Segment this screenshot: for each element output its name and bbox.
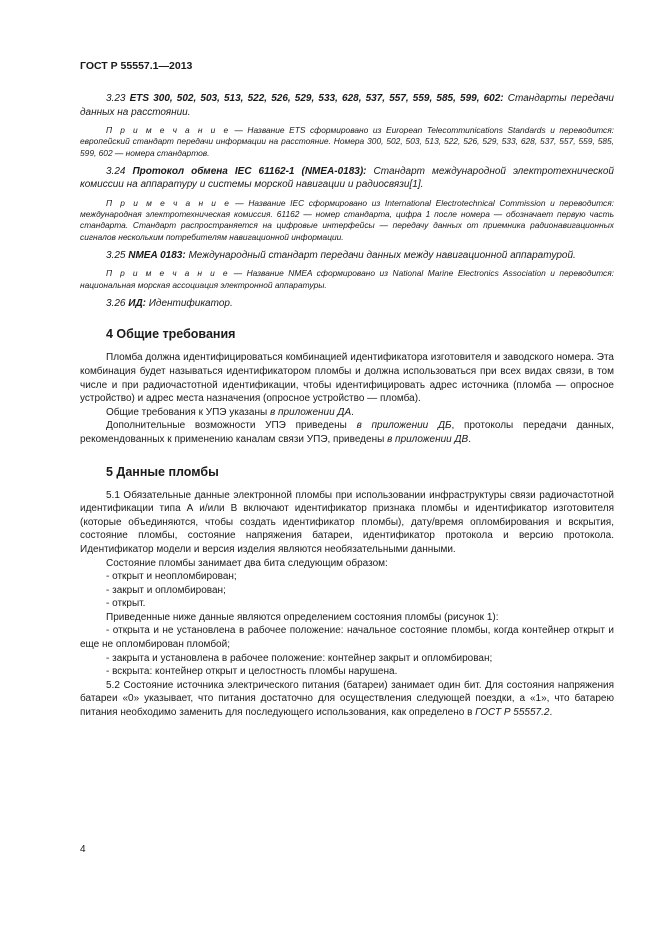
note-label: П р и м е ч а н и е: [106, 125, 230, 136]
note-text: — Название IEC сформировано из International Electrotechnical Commission и переводится: международная электротехническая комиссия. 61162 — номер стандарта, цифра 1 после номера — обозначает первую часть стандарта. Стандарт распространяется на цифровые интерфейсы — передачу данных от приемника радионавигационных сигналов нескольким потребителям навигационной информации.: [80, 197, 614, 242]
list-item: - открыт и неопломбирован;: [106, 571, 237, 583]
definition-3-25: [80, 249, 614, 263]
section-4-heading: 4 Общие требования: [106, 327, 236, 342]
definition-term: ИД:: [128, 297, 146, 309]
list-item: - закрыт и опломбирован;: [106, 584, 226, 596]
annex-reference: в приложении ДВ: [387, 433, 469, 445]
standard-code-header: ГОСТ Р 55557.1—2013: [80, 60, 193, 72]
definition-3-23: [80, 92, 614, 119]
section-4-paragraph-1: Пломба должна идентифицироваться комбинацией идентификатора изготовителя и заводского номера. Эта комбинация будет называться идентификатором пломбы и должна использоваться при всех видах связи, в том числе и при радиочастотной идентификации, чтобы идентифицировать адрес источника (пломба — опросное устройство) и адрес места назначения (опросное устройство — пломба).: [80, 352, 614, 405]
section-4-paragraph-2: [80, 406, 614, 420]
list-item: - закрыта и установлена в рабочее положение: контейнер закрыт и опломбирован;: [106, 652, 493, 664]
section-4-paragraph-3: [80, 419, 614, 446]
text-run: Дополнительные возможности УПЭ приведены: [106, 420, 357, 432]
definition-number: 3.25: [106, 249, 129, 261]
definition-number: 3.23: [106, 93, 130, 104]
note-text: — Название NMEA сформировано из National Marine Electronics Association и переводится: национальная морская ассоциация электронной аппаратуры.: [80, 268, 614, 290]
page-number: 4: [80, 844, 86, 855]
note-label: П р и м е ч а н и е: [106, 268, 230, 279]
text-run: .: [351, 406, 354, 418]
definition-text: Стандарты передачи данных на расстоянии.: [80, 93, 614, 118]
section-5-paragraph-2: Состояние пломбы занимает два бита следующим образом:: [106, 557, 388, 569]
definition-number: 3.26: [106, 297, 129, 309]
note-nmea: [80, 268, 614, 290]
text-run: .: [468, 433, 472, 445]
section-5-paragraph-1: 5.1 Обязательные данные электронной пломбы при использовании инфраструктуры связи радиочастотной идентификации типа А и/или В включают идентификатор признака пломбы и идентификатор изготовителя (которые объединяются, чтобы создать идентификатор пломбы), дату/время опломбирования и вскрытия, состояние пломбы, состояние напряжения батареи, идентификатор протокола и версию протокола. Идентификатор модели и версия изделия являются необязательными данными.: [80, 489, 614, 555]
list-item: - открыта и не установлена в рабочее положение: начальное состояние пломбы, когда контейнер открыт и еще не опломбирован пломбой;: [80, 625, 614, 651]
annex-reference: в приложении ДА: [269, 406, 352, 418]
note-text: — Название ETS сформировано из European Telecommunications Standards и переводится: европейский стандарт передачи информации на расстояние. Номера 300, 502, 503, 513, 522, 526, 529, 533, 628, 537, 557, 559, 585, 599, 602 — номера стандартов.: [80, 125, 614, 158]
definition-text: Идентификатор.: [146, 297, 233, 309]
section-5-paragraph-3: Приведенные ниже данные являются определением состояния пломбы (рисунок 1):: [106, 611, 499, 623]
note-label: П р и м е ч а н и е: [106, 197, 231, 208]
section-5-heading: 5 Данные пломбы: [106, 464, 219, 479]
text-run: .: [549, 707, 553, 719]
annex-reference: в приложении ДБ: [356, 420, 452, 432]
note-iec: [80, 198, 614, 243]
definition-number: 3.24: [106, 165, 133, 177]
definition-text: Стандарт международной электротехнической комиссии на аппаратуру и системы морской навигации и радиосвязи[1].: [80, 165, 614, 191]
text-run: 5.2 Состояние источника электрического питания (батареи) занимает один бит. Для состояния напряжения батареи «0» указывает, что питания достаточно для осуществления следующей поездки, а «1», что батарею питания необходимо заменить для последующего использования, как определено в: [80, 679, 614, 719]
list-item: - открыт.: [106, 598, 146, 610]
definition-term: Протокол обмена IEC 61162-1 (NMEA-0183):: [132, 165, 367, 177]
standard-reference: ГОСТ Р 55557.2: [475, 707, 550, 719]
text-run: , протоколы передачи данных, рекомендованных к применению каналам связи УПЭ, приведены: [80, 420, 614, 445]
text-run: Общие требования к УПЭ указаны: [106, 406, 270, 418]
definition-3-26: [80, 297, 614, 311]
section-5-paragraph-4: [80, 679, 614, 720]
definition-3-24: [80, 165, 614, 192]
definition-term: ETS 300, 502, 503, 513, 522, 526, 529, 533, 628, 537, 557, 559, 585, 599, 602:: [129, 93, 504, 104]
note-ets: [80, 125, 614, 159]
definition-term: NMEA 0183:: [128, 249, 186, 261]
page-content: [80, 92, 614, 720]
list-item: - вскрыта: контейнер открыт и целостность пломбы нарушена.: [106, 666, 398, 678]
definition-text: Международный стандарт передачи данных между навигационной аппаратурой.: [185, 249, 576, 261]
